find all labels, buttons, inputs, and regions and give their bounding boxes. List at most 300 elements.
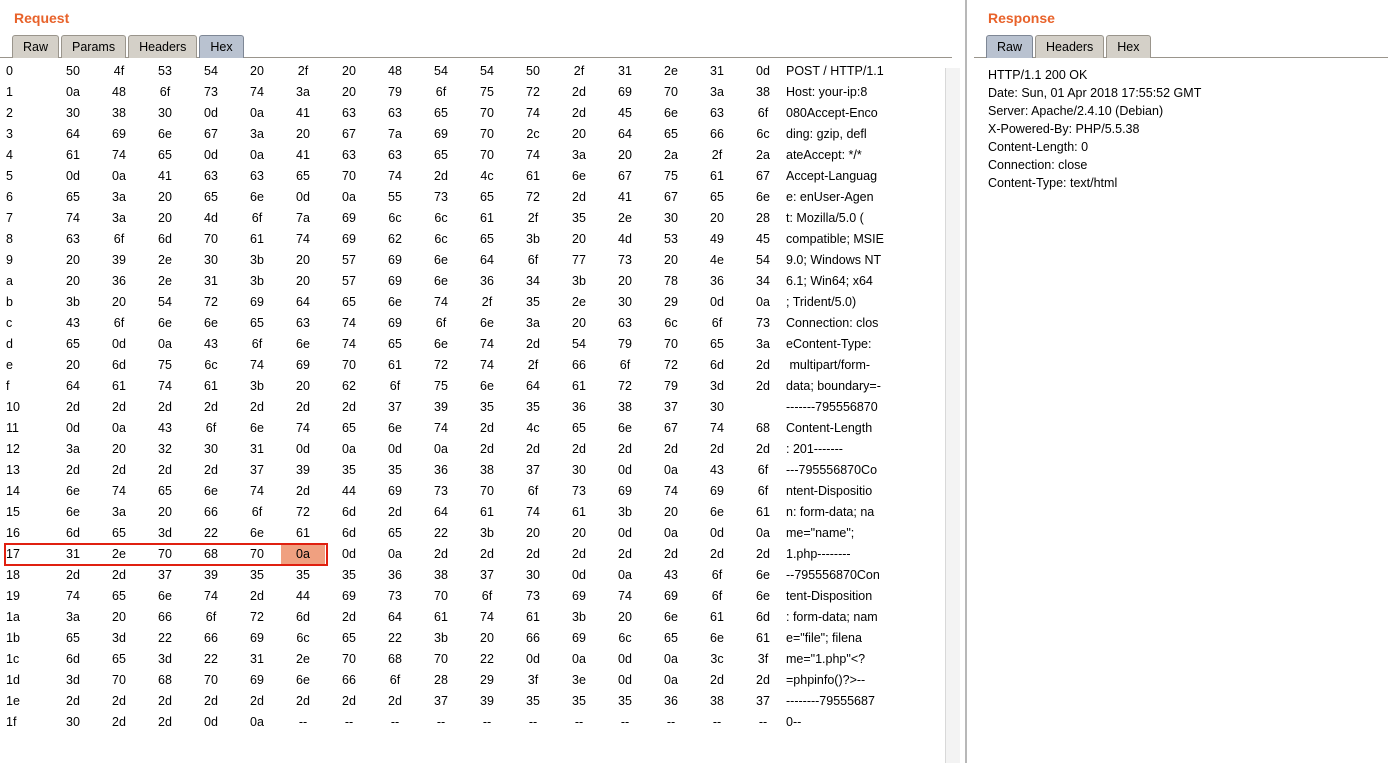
hex-byte-cell[interactable]: 39 [296,463,310,477]
hex-byte-cell[interactable]: 2e [112,547,126,561]
hex-byte-cell[interactable]: 2d [342,694,356,708]
hex-byte-cell[interactable]: 38 [480,463,494,477]
hex-byte-cell[interactable]: 0a [664,652,678,666]
hex-byte-cell[interactable]: 65 [342,421,356,435]
hex-byte-cell[interactable]: 66 [342,673,356,687]
hex-byte-cell[interactable]: 65 [204,190,218,204]
hex-row[interactable] [6,565,884,586]
hex-byte-cell[interactable]: 6c [204,358,218,372]
hex-byte-cell[interactable]: 66 [158,610,172,624]
hex-byte-cell[interactable]: 69 [618,85,632,99]
hex-byte-cell[interactable]: 63 [342,106,356,120]
hex-byte-cell[interactable]: 2f [711,148,723,162]
hex-byte-cell[interactable]: 30 [66,715,80,729]
hex-byte-cell[interactable]: 74 [710,421,724,435]
hex-byte-cell[interactable]: 20 [296,127,310,141]
hex-byte-cell[interactable]: 6e [296,337,310,351]
hex-byte-cell[interactable]: 2d [158,400,172,414]
hex-byte-cell[interactable]: 65 [572,421,586,435]
hex-byte-cell[interactable]: 7a [296,211,310,225]
hex-byte-cell[interactable]: 2d [526,547,540,561]
hex-byte-cell[interactable]: 37 [664,400,678,414]
hex-byte-cell[interactable]: 30 [618,295,632,309]
hex-byte-cell[interactable]: 20 [618,274,632,288]
hex-byte-cell[interactable]: 41 [296,106,310,120]
hex-byte-cell[interactable]: 65 [158,484,172,498]
hex-byte-cell[interactable]: 22 [158,631,172,645]
hex-byte-cell[interactable]: 65 [342,631,356,645]
hex-byte-cell[interactable]: 61 [756,631,770,645]
hex-byte-cell[interactable]: 31 [710,64,724,78]
hex-row[interactable] [6,145,884,166]
hex-byte-cell[interactable]: -- [620,715,630,729]
hex-byte-cell[interactable]: 70 [342,169,356,183]
hex-byte-cell[interactable]: 2d [618,547,632,561]
hex-byte-cell[interactable]: 61 [66,148,80,162]
hex-byte-cell[interactable]: 65 [480,232,494,246]
hex-byte-cell[interactable]: 74 [112,148,126,162]
hex-byte-cell[interactable]: 30 [66,106,80,120]
hex-byte-cell[interactable]: 6c [434,211,448,225]
hex-byte-cell[interactable]: 75 [664,169,678,183]
hex-byte-cell[interactable]: 65 [434,148,448,162]
hex-byte-cell[interactable]: 74 [388,169,402,183]
hex-byte-cell[interactable]: 2d [66,463,80,477]
hex-byte-cell[interactable]: 73 [572,484,586,498]
hex-byte-cell[interactable]: 0a [250,148,264,162]
hex-byte-cell[interactable]: 2d [66,400,80,414]
hex-byte-cell[interactable]: 20 [480,631,494,645]
hex-row[interactable] [6,187,884,208]
hex-byte-cell[interactable]: 6f [205,610,217,624]
hex-selected-byte[interactable]: 0a [281,545,325,564]
hex-byte-cell[interactable]: 69 [250,673,264,687]
hex-byte-cell[interactable]: 57 [342,274,356,288]
hex-byte-cell[interactable]: 29 [664,295,678,309]
hex-byte-cell[interactable]: 61 [572,505,586,519]
hex-byte-cell[interactable]: 65 [434,106,448,120]
hex-byte-cell[interactable]: 4c [480,169,494,183]
hex-byte-cell[interactable]: 2d [112,400,126,414]
hex-byte-cell[interactable]: 2f [527,211,539,225]
hex-byte-cell[interactable]: 6f [757,106,769,120]
hex-byte-cell[interactable]: 65 [296,169,310,183]
hex-byte-cell[interactable]: 6e [250,190,264,204]
hex-byte-cell[interactable]: 6e [434,253,448,267]
hex-byte-cell[interactable]: 44 [296,589,310,603]
hex-byte-cell[interactable]: 74 [480,337,494,351]
hex-byte-cell[interactable]: 72 [526,190,540,204]
hex-byte-cell[interactable]: 69 [572,589,586,603]
hex-byte-cell[interactable]: 2d [572,442,586,456]
hex-byte-cell[interactable]: 36 [664,694,678,708]
hex-byte-cell[interactable]: 6e [204,316,218,330]
hex-byte-cell[interactable]: 36 [480,274,494,288]
hex-byte-cell[interactable]: 4f [113,64,125,78]
hex-byte-cell[interactable]: 0d [204,715,218,729]
hex-row[interactable] [6,712,884,733]
hex-byte-cell[interactable]: 63 [618,316,632,330]
hex-byte-cell[interactable]: 6c [756,127,770,141]
hex-byte-cell[interactable]: 37 [388,400,402,414]
hex-byte-cell[interactable]: 0a [66,85,80,99]
hex-byte-cell[interactable]: 69 [572,631,586,645]
hex-byte-cell[interactable]: 0d [710,526,724,540]
hex-byte-cell[interactable]: 6e [388,295,402,309]
hex-byte-cell[interactable]: 74 [526,106,540,120]
hex-byte-cell[interactable]: 20 [296,253,310,267]
hex-byte-cell[interactable]: 4e [710,253,724,267]
hex-byte-cell[interactable]: 69 [388,253,402,267]
hex-byte-cell[interactable]: 53 [158,64,172,78]
hex-byte-cell[interactable]: 3a [710,85,724,99]
hex-byte-cell[interactable]: 3a [66,442,80,456]
hex-byte-cell[interactable]: 79 [618,337,632,351]
hex-byte-cell[interactable]: 20 [572,232,586,246]
hex-byte-cell[interactable]: 3d [112,631,126,645]
hex-byte-cell[interactable]: 22 [204,526,218,540]
hex-byte-cell[interactable]: 74 [434,421,448,435]
hex-byte-cell[interactable]: 72 [618,379,632,393]
hex-byte-cell[interactable]: 28 [756,211,770,225]
hex-byte-cell[interactable]: 38 [618,400,632,414]
hex-byte-cell[interactable]: 69 [342,211,356,225]
hex-byte-cell[interactable]: 20 [664,253,678,267]
hex-byte-cell[interactable]: 34 [756,274,770,288]
hex-byte-cell[interactable]: 3a [296,85,310,99]
hex-byte-cell[interactable]: 2f [527,358,539,372]
hex-byte-cell[interactable]: 0a [664,526,678,540]
hex-byte-cell[interactable]: 20 [526,526,540,540]
hex-byte-cell[interactable]: 20 [296,379,310,393]
hex-byte-cell[interactable]: 2d [158,463,172,477]
hex-byte-cell[interactable]: 45 [756,232,770,246]
hex-byte-cell[interactable]: 4c [526,421,540,435]
hex-byte-cell[interactable]: 6e [756,568,770,582]
hex-byte-cell[interactable]: 41 [296,148,310,162]
hex-byte-cell[interactable]: 39 [204,568,218,582]
hex-byte-cell[interactable]: 65 [66,337,80,351]
hex-byte-cell[interactable]: 2d [526,442,540,456]
hex-byte-cell[interactable]: 64 [66,127,80,141]
hex-byte-cell[interactable]: 43 [204,337,218,351]
hex-byte-cell[interactable]: 69 [342,589,356,603]
hex-byte-cell[interactable]: 54 [158,295,172,309]
hex-byte-cell[interactable]: 74 [66,589,80,603]
hex-byte-cell[interactable]: 67 [204,127,218,141]
hex-byte-cell[interactable]: 0d [388,442,402,456]
hex-byte-cell[interactable]: 65 [710,190,724,204]
hex-byte-cell[interactable]: 39 [112,253,126,267]
hex-byte-cell[interactable]: 36 [710,274,724,288]
hex-byte-cell[interactable]: 2d [526,337,540,351]
hex-byte-cell[interactable]: 22 [480,652,494,666]
hex-byte-cell[interactable]: 53 [664,232,678,246]
hex-byte-cell[interactable]: 0a [618,568,632,582]
hex-byte-cell[interactable]: 30 [158,106,172,120]
hex-byte-cell[interactable]: 61 [480,505,494,519]
hex-byte-cell[interactable]: 55 [388,190,402,204]
hex-byte-cell[interactable]: 61 [296,526,310,540]
hex-byte-cell[interactable]: 2d [710,442,724,456]
hex-byte-cell[interactable]: 73 [434,190,448,204]
hex-byte-cell[interactable]: 6f [113,316,125,330]
hex-byte-cell[interactable]: 70 [342,652,356,666]
hex-byte-cell[interactable]: 29 [480,673,494,687]
hex-byte-cell[interactable]: 30 [204,253,218,267]
hex-row[interactable] [6,691,884,712]
hex-byte-cell[interactable]: 67 [618,169,632,183]
hex-byte-cell[interactable]: 34 [526,274,540,288]
hex-byte-cell[interactable]: 6f [435,85,447,99]
hex-row[interactable] [6,82,884,103]
hex-byte-cell[interactable]: 37 [526,463,540,477]
hex-byte-cell[interactable]: 65 [388,337,402,351]
hex-byte-cell[interactable]: 22 [434,526,448,540]
hex-byte-cell[interactable]: 2d [710,673,724,687]
hex-byte-cell[interactable]: 3d [66,673,80,687]
hex-byte-cell[interactable]: 4d [204,211,218,225]
hex-byte-cell[interactable]: 20 [158,211,172,225]
hex-byte-cell[interactable]: 20 [710,211,724,225]
response-tab-raw[interactable]: Raw [986,35,1033,58]
hex-byte-cell[interactable]: 3d [710,379,724,393]
hex-byte-cell[interactable]: 70 [158,547,172,561]
hex-byte-cell[interactable]: 2d [250,400,264,414]
hex-byte-cell[interactable]: 65 [664,127,678,141]
hex-byte-cell[interactable]: 3b [434,631,448,645]
hex-byte-cell[interactable]: 4d [618,232,632,246]
hex-byte-cell[interactable]: 64 [66,379,80,393]
hex-byte-cell[interactable]: 2f [297,64,309,78]
hex-byte-cell[interactable]: 68 [158,673,172,687]
hex-byte-cell[interactable]: 74 [250,484,264,498]
hex-byte-cell[interactable]: 70 [434,589,448,603]
hex-byte-cell[interactable]: 3b [618,505,632,519]
hex-byte-cell[interactable]: 65 [250,316,264,330]
hex-byte-cell[interactable]: 0d [112,337,126,351]
hex-row[interactable] [6,166,884,187]
hex-byte-cell[interactable]: 6e [158,127,172,141]
hex-byte-cell[interactable]: 62 [342,379,356,393]
hex-byte-cell[interactable]: 2d [756,442,770,456]
hex-byte-cell[interactable]: 61 [526,610,540,624]
hex-byte-cell[interactable]: 63 [204,169,218,183]
hex-byte-cell[interactable]: 72 [434,358,448,372]
hex-byte-cell[interactable]: 63 [342,148,356,162]
hex-byte-cell[interactable]: 3b [250,379,264,393]
request-tab-params[interactable]: Params [61,35,126,58]
hex-byte-cell[interactable]: 20 [112,442,126,456]
hex-byte-cell[interactable]: -- [574,715,584,729]
hex-row[interactable] [6,208,884,229]
hex-byte-cell[interactable]: 73 [388,589,402,603]
hex-byte-cell[interactable]: 36 [112,274,126,288]
hex-row[interactable] [6,649,884,670]
hex-row[interactable] [6,523,884,544]
hex-byte-cell[interactable]: 20 [618,148,632,162]
hex-byte-cell[interactable]: 6e [158,589,172,603]
hex-byte-cell[interactable]: 20 [250,64,264,78]
response-tab-headers[interactable]: Headers [1035,35,1104,58]
hex-byte-cell[interactable]: 6e [66,484,80,498]
hex-byte-cell[interactable]: 69 [296,358,310,372]
hex-byte-cell[interactable]: 68 [204,547,218,561]
hex-byte-cell[interactable]: 6e [618,421,632,435]
hex-byte-cell[interactable]: 6c [664,316,678,330]
hex-byte-cell[interactable]: 38 [756,85,770,99]
hex-byte-cell[interactable]: 2d [158,694,172,708]
hex-byte-cell[interactable]: 2d [710,547,724,561]
hex-byte-cell[interactable]: 3a [572,148,586,162]
hex-byte-cell[interactable] [280,544,326,565]
hex-byte-cell[interactable]: 20 [296,274,310,288]
hex-byte-cell[interactable]: 0d [204,148,218,162]
hex-byte-cell[interactable]: 74 [618,589,632,603]
hex-byte-cell[interactable]: 54 [756,253,770,267]
hex-byte-cell[interactable]: -- [298,715,308,729]
hex-byte-cell[interactable]: 37 [480,568,494,582]
hex-byte-cell[interactable]: 2d [756,673,770,687]
hex-byte-cell[interactable]: 0d [618,526,632,540]
hex-byte-cell[interactable]: 20 [112,610,126,624]
hex-byte-cell[interactable]: 6e [296,673,310,687]
hex-byte-cell[interactable]: 0a [664,463,678,477]
hex-byte-cell[interactable]: 6e [480,379,494,393]
hex-byte-cell[interactable]: 20 [342,64,356,78]
hex-byte-cell[interactable]: 20 [572,526,586,540]
hex-byte-cell[interactable]: 6e [710,631,724,645]
hex-byte-cell[interactable]: 3b [66,295,80,309]
hex-byte-cell[interactable]: 66 [204,505,218,519]
hex-byte-cell[interactable]: 69 [388,274,402,288]
hex-byte-cell[interactable]: 67 [342,127,356,141]
hex-byte-cell[interactable]: 50 [66,64,80,78]
hex-byte-cell[interactable]: 20 [572,316,586,330]
hex-byte-cell[interactable]: 74 [480,610,494,624]
hex-byte-cell[interactable]: 0d [296,190,310,204]
hex-byte-cell[interactable]: 61 [250,232,264,246]
hex-byte-cell[interactable]: 3f [757,652,769,666]
hex-row[interactable] [6,670,884,691]
hex-byte-cell[interactable]: 30 [572,463,586,477]
hex-byte-cell[interactable]: 69 [434,127,448,141]
hex-byte-cell[interactable]: 74 [66,211,80,225]
hex-byte-cell[interactable]: 61 [526,169,540,183]
hex-byte-cell[interactable]: 0d [66,421,80,435]
hex-byte-cell[interactable]: 43 [664,568,678,582]
hex-byte-cell[interactable]: 2a [664,148,678,162]
hex-byte-cell[interactable]: 6f [251,337,263,351]
hex-byte-cell[interactable]: 77 [572,253,586,267]
request-pane-scrollbar[interactable] [945,68,960,763]
hex-byte-cell[interactable]: 63 [66,232,80,246]
hex-byte-cell[interactable]: 70 [434,652,448,666]
request-tab-headers[interactable]: Headers [128,35,197,58]
hex-byte-cell[interactable]: 70 [342,358,356,372]
hex-byte-cell[interactable]: 2e [664,64,678,78]
hex-byte-cell[interactable]: 68 [388,652,402,666]
hex-byte-cell[interactable]: 70 [204,232,218,246]
hex-byte-cell[interactable]: 63 [296,316,310,330]
hex-byte-cell[interactable]: 0d [618,673,632,687]
hex-byte-cell[interactable]: 3e [572,673,586,687]
hex-byte-cell[interactable]: 2e [158,253,172,267]
hex-byte-cell[interactable]: 54 [204,64,218,78]
hex-byte-cell[interactable]: 0d [342,547,356,561]
hex-byte-cell[interactable]: 74 [342,316,356,330]
hex-byte-cell[interactable]: 2d [204,463,218,477]
hex-byte-cell[interactable]: 0a [250,715,264,729]
hex-byte-cell[interactable]: 67 [756,169,770,183]
hex-byte-cell[interactable]: 32 [158,442,172,456]
hex-byte-cell[interactable]: 3a [526,316,540,330]
hex-byte-cell[interactable]: -- [482,715,492,729]
hex-byte-cell[interactable]: 49 [710,232,724,246]
hex-byte-cell[interactable]: 35 [480,400,494,414]
hex-byte-cell[interactable]: 35 [250,568,264,582]
hex-byte-cell[interactable]: 63 [388,148,402,162]
hex-byte-cell[interactable]: 6e [250,526,264,540]
hex-byte-cell[interactable]: 6e [388,421,402,435]
hex-byte-cell[interactable]: -- [436,715,446,729]
hex-byte-cell[interactable]: 0a [112,421,126,435]
hex-row[interactable] [6,334,884,355]
hex-row[interactable] [6,481,884,502]
hex-byte-cell[interactable]: 2d [66,694,80,708]
hex-row[interactable] [6,607,884,628]
hex-byte-cell[interactable]: 35 [526,694,540,708]
hex-byte-cell[interactable]: 2d [296,484,310,498]
hex-byte-cell[interactable]: 6f [711,589,723,603]
hex-byte-cell[interactable]: 2d [388,694,402,708]
hex-byte-cell[interactable]: 65 [112,526,126,540]
hex-byte-cell[interactable]: 67 [664,421,678,435]
hex-byte-cell[interactable]: 72 [296,505,310,519]
hex-byte-cell[interactable]: 6f [527,484,539,498]
hex-byte-cell[interactable]: 65 [480,190,494,204]
hex-byte-cell[interactable]: 2d [342,400,356,414]
hex-byte-cell[interactable]: 61 [572,379,586,393]
hex-byte-cell[interactable]: 74 [526,505,540,519]
hex-byte-cell[interactable]: 31 [250,442,264,456]
hex-row[interactable] [6,397,884,418]
hex-row[interactable] [6,313,884,334]
hex-byte-cell[interactable]: 74 [204,589,218,603]
hex-byte-cell[interactable]: 2e [618,211,632,225]
hex-byte-cell[interactable]: 79 [388,85,402,99]
hex-byte-cell[interactable]: 75 [158,358,172,372]
hex-byte-cell[interactable]: -- [390,715,400,729]
hex-byte-cell[interactable]: 6e [434,337,448,351]
hex-byte-cell[interactable]: 6f [711,316,723,330]
hex-byte-cell[interactable]: 2d [618,442,632,456]
hex-byte-cell[interactable]: 72 [664,358,678,372]
hex-byte-cell[interactable]: 6d [66,526,80,540]
hex-byte-cell[interactable]: 69 [710,484,724,498]
hex-byte-cell[interactable]: 70 [112,673,126,687]
hex-byte-cell[interactable]: 43 [710,463,724,477]
hex-byte-cell[interactable]: 2d [112,694,126,708]
hex-byte-cell[interactable]: 0d [710,295,724,309]
hex-row[interactable] [6,103,884,124]
hex-byte-cell[interactable]: 2d [434,547,448,561]
hex-byte-cell[interactable]: 0d [526,652,540,666]
hex-byte-cell[interactable]: 73 [434,484,448,498]
hex-byte-cell[interactable]: 0a [342,442,356,456]
hex-byte-cell[interactable]: 61 [710,610,724,624]
hex-byte-cell[interactable]: 3a [66,610,80,624]
